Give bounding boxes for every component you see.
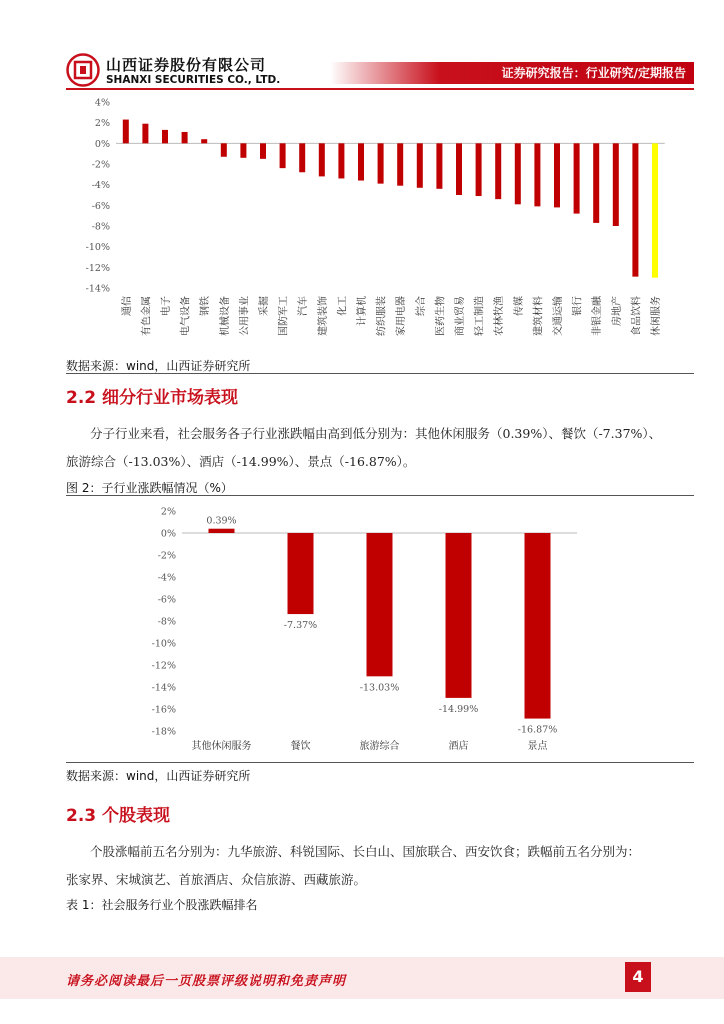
x-category-label: 交通运输 [553,296,564,336]
y-tick-label: 2% [94,118,110,130]
x-category-label: 电气设备 [180,296,192,336]
x-category-label: 公用事业 [239,296,251,336]
bar [260,143,266,159]
bar [162,130,168,143]
x-category-label: 医药生物 [435,296,447,336]
x-category-label: 旅游综合 [359,741,400,752]
section-2-3-paragraph-line2: 张家界、宋城演艺、首旅酒店、众信旅游、西藏旅游。 [66,872,367,887]
section-2-2-paragraph-line1: 分子行业来看，社会服务各子行业涨跌幅由高到低分别为：其他休闲服务（0.39%）、餐饮（-7.37%）、 [90,426,662,441]
y-tick-label: -10% [151,638,176,650]
bar [632,143,638,276]
chart2-bottom-rule [66,762,694,763]
y-tick-label: -12% [85,262,110,274]
x-category-label: 其他休闲服务 [191,741,252,752]
bar [613,143,619,226]
data-label: -13.03% [359,682,400,694]
y-tick-label: -14% [151,682,176,694]
bar [417,143,423,187]
y-tick-label: -2% [91,159,110,171]
chart1-bottom-rule [66,373,694,374]
x-category-label: 电子 [161,296,172,316]
y-tick-label: -10% [85,242,110,254]
bar [358,143,364,180]
company-logo-icon [66,53,100,87]
data-label: 0.39% [206,515,237,527]
industry-return-chart [66,92,666,350]
data-label: -16.87% [517,724,558,736]
x-category-label: 银行 [572,296,584,316]
y-tick-label: -18% [151,726,176,738]
bar [476,143,482,196]
x-category-label: 轻工制造 [474,296,486,336]
x-category-label: 化工 [337,296,349,316]
x-category-label: 房地产 [611,296,623,326]
y-tick-label: -2% [157,550,176,562]
bar [534,143,540,206]
page-number: 4 [625,962,651,992]
bar [221,143,227,156]
figure-2-top-rule [66,495,694,496]
y-tick-label: 2% [160,506,176,518]
x-category-label: 通信 [121,296,133,316]
x-category-label: 食品饮料 [631,296,643,336]
y-tick-label: -14% [85,283,110,295]
x-category-label: 非银金融 [592,296,604,336]
y-tick-label: 0% [94,138,110,150]
bar [378,143,384,183]
bar [593,143,599,223]
chart1-data-source: 数据来源：wind，山西证券研究所 [66,359,251,373]
x-category-label: 纺织服装 [376,296,388,336]
bar [397,143,403,185]
company-name-en: SHANXI SECURITIES CO., LTD. [106,74,281,86]
y-tick-label: -12% [151,660,176,672]
chart2-data-source: 数据来源：wind，山西证券研究所 [66,769,251,783]
y-tick-label: -16% [151,704,176,716]
y-tick-label: -4% [157,572,176,584]
bar [288,533,314,614]
x-category-label: 农林牧渔 [494,296,506,336]
x-category-label: 餐饮 [290,741,311,752]
y-tick-label: -6% [91,200,110,212]
section-2-2-heading: 2.2 细分行业市场表现 [66,388,239,408]
section-2-3-heading: 2.3 个股表现 [66,806,171,826]
bar [201,139,207,143]
bar [574,143,580,213]
subindustry-return-chart-svg [150,503,580,755]
bar [456,143,462,195]
bar [319,143,325,176]
y-tick-label: -8% [91,221,110,233]
data-label: -14.99% [438,703,479,715]
y-tick-label: -4% [91,180,110,192]
y-tick-label: 4% [94,97,110,109]
y-tick-label: 0% [160,528,176,540]
bar [367,533,393,676]
bar [525,533,551,719]
company-name-cn: 山西证券股份有限公司 [106,56,267,74]
x-category-label: 景点 [527,741,548,752]
bar [495,143,501,199]
section-2-3-paragraph-line1: 个股涨幅前五名分别为：九华旅游、科锐国际、长白山、国旅联合、西安饮食；跌幅前五名分别为： [90,844,641,859]
bar [652,143,658,277]
header-divider [66,88,694,90]
industry-return-chart-svg [66,92,666,350]
x-category-label: 酒店 [448,741,469,752]
x-category-label: 建筑装饰 [317,296,329,336]
bar [240,143,246,157]
bar [123,120,129,144]
figure-2-caption: 图 2：子行业涨跌幅情况（%） [66,481,233,495]
bar [299,143,305,172]
bar [436,143,442,188]
x-category-label: 国防军工 [278,296,290,336]
bar [280,143,286,168]
x-category-label: 商业贸易 [455,296,466,336]
x-category-label: 综合 [415,296,427,316]
report-type-label: 证券研究报告：行业研究/定期报告 [501,66,686,80]
x-category-label: 有色金属 [141,296,153,336]
x-category-label: 传媒 [513,296,525,316]
x-category-label: 建筑材料 [533,296,545,336]
bar [209,529,235,533]
subindustry-return-chart [150,503,580,755]
bar [182,132,188,143]
table-1-caption: 表 1：社会服务行业个股涨跌幅排名 [66,898,258,912]
bar [142,124,148,144]
x-category-label: 休闲服务 [651,296,662,336]
bar [554,143,560,207]
x-category-label: 计算机 [357,296,368,326]
y-tick-label: -6% [157,594,176,606]
section-2-2-paragraph-line2: 旅游综合（-13.03%）、酒店（-14.99%）、景点（-16.87%）。 [66,454,416,469]
x-category-label: 机械设备 [219,296,231,336]
x-category-label: 钢铁 [200,296,212,316]
bar [446,533,472,698]
x-category-label: 汽车 [298,296,310,316]
x-category-label: 采掘 [259,296,270,316]
bar [515,143,521,204]
x-category-label: 家用电器 [396,296,408,336]
y-tick-label: -8% [157,616,176,628]
bar [338,143,344,178]
footer-disclaimer: 请务必阅读最后一页股票评级说明和免责声明 [66,974,347,989]
data-label: -7.37% [283,620,318,632]
